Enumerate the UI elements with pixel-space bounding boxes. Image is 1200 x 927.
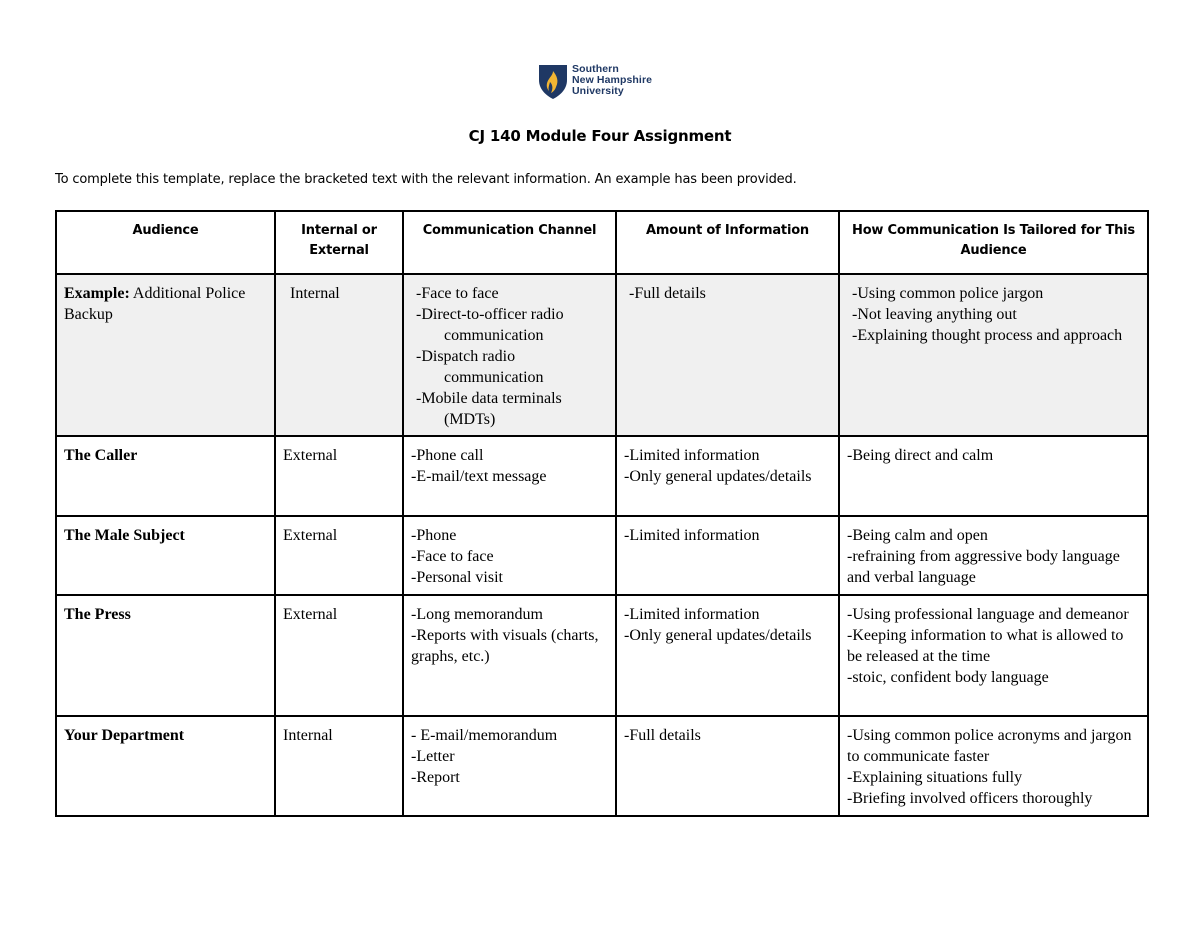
instructions-text: To complete this template, replace the bracketed text with the relevant information. An example has been provided. (55, 172, 797, 187)
tailored-line: -Keeping information to what is allowed to be released at the time (847, 627, 1124, 665)
logo-wordmark (572, 64, 652, 97)
table-row (56, 716, 1148, 816)
communication-table (55, 210, 1149, 817)
example-audience-text: Additional Police Backup (64, 285, 246, 323)
shield-flame-icon (538, 64, 568, 100)
example-channel-line: (MDTs) (444, 411, 496, 428)
amount-cell (616, 436, 839, 516)
channel-cell (403, 436, 616, 516)
internal-external-cell: External (275, 595, 403, 716)
tailored-line: -Using common police acronyms and jargon to communicate faster (847, 727, 1132, 765)
audience-cell: The Male Subject (56, 516, 275, 595)
example-channel-line: communication (444, 369, 544, 386)
tailored-line: -refraining from aggressive body language and verbal language (847, 548, 1120, 586)
amount-line: -Only general updates/details (624, 627, 812, 644)
internal-external-cell: External (275, 436, 403, 516)
example-amount-cell (616, 274, 839, 436)
header-channel: Communication Channel (403, 211, 616, 274)
table-row (56, 595, 1148, 716)
example-channel-line: -Dispatch radio (416, 348, 516, 365)
channel-line: -Phone call (411, 447, 484, 464)
table-header-row (56, 211, 1148, 274)
example-tailored-cell (839, 274, 1148, 436)
example-tailored-line: -Explaining thought process and approach (852, 327, 1123, 344)
tailored-line: -Using professional language and demeanor (847, 606, 1129, 623)
channel-line: -Phone (411, 527, 457, 544)
header-internal-external: Internal or External (275, 211, 403, 274)
tailored-cell (839, 716, 1148, 816)
example-tailored-line: -Not leaving anything out (852, 306, 1017, 323)
logo-line-3: University (572, 85, 624, 97)
amount-line: -Limited information (624, 447, 760, 464)
tailored-line: -stoic, confident body language (847, 669, 1049, 686)
audience-cell: The Press (56, 595, 275, 716)
header-amount: Amount of Information (616, 211, 839, 274)
tailored-line: -Explaining situations fully (847, 769, 1023, 786)
university-logo (538, 64, 652, 100)
logo-line-2: New Hampshire (572, 74, 653, 86)
tailored-line: -Being direct and calm (847, 447, 994, 464)
amount-cell (616, 716, 839, 816)
channel-cell (403, 716, 616, 816)
channel-line: -Report (411, 769, 460, 786)
channel-line: -Face to face (411, 548, 494, 565)
example-internal-external-cell (275, 274, 403, 436)
example-row (56, 274, 1148, 436)
internal-external-cell: Internal (275, 716, 403, 816)
header-tailored: How Communication Is Tailored for This Audience (839, 211, 1148, 274)
audience-cell: The Caller (56, 436, 275, 516)
example-amount-line: -Full details (629, 285, 706, 302)
table-row (56, 436, 1148, 516)
example-channel-line: -Direct-to-officer radio (416, 306, 564, 323)
example-label: Example: (64, 285, 130, 302)
channel-line: -E-mail/text message (411, 468, 547, 485)
tailored-cell (839, 595, 1148, 716)
header-audience: Audience (56, 211, 275, 274)
channel-cell (403, 595, 616, 716)
internal-external-cell: External (275, 516, 403, 595)
tailored-cell (839, 516, 1148, 595)
example-channel-line: -Mobile data terminals (416, 390, 562, 407)
tailored-line: -Briefing involved officers thoroughly (847, 790, 1093, 807)
amount-cell (616, 516, 839, 595)
example-channel-line: communication (444, 327, 544, 344)
example-internal-external: Internal (290, 285, 340, 302)
channel-cell (403, 516, 616, 595)
amount-line: -Limited information (624, 527, 760, 544)
channel-line: -Long memorandum (411, 606, 543, 623)
amount-line: -Limited information (624, 606, 760, 623)
logo-line-1: Southern (572, 63, 619, 75)
amount-cell (616, 595, 839, 716)
tailored-line: -Being calm and open (847, 527, 988, 544)
channel-line: -Personal visit (411, 569, 503, 586)
example-channel-cell (403, 274, 616, 436)
table-row (56, 516, 1148, 595)
page-title: CJ 140 Module Four Assignment (468, 127, 732, 145)
audience-cell: Your Department (56, 716, 275, 816)
example-audience-cell (56, 274, 275, 436)
example-tailored-line: -Using common police jargon (852, 285, 1044, 302)
channel-line: -Letter (411, 748, 455, 765)
amount-line: -Only general updates/details (624, 468, 812, 485)
channel-line: -Reports with visuals (charts, graphs, etc.) (411, 627, 599, 665)
tailored-cell (839, 436, 1148, 516)
example-channel-line: -Face to face (416, 285, 499, 302)
amount-line: -Full details (624, 727, 701, 744)
channel-line: - E-mail/memorandum (411, 727, 558, 744)
